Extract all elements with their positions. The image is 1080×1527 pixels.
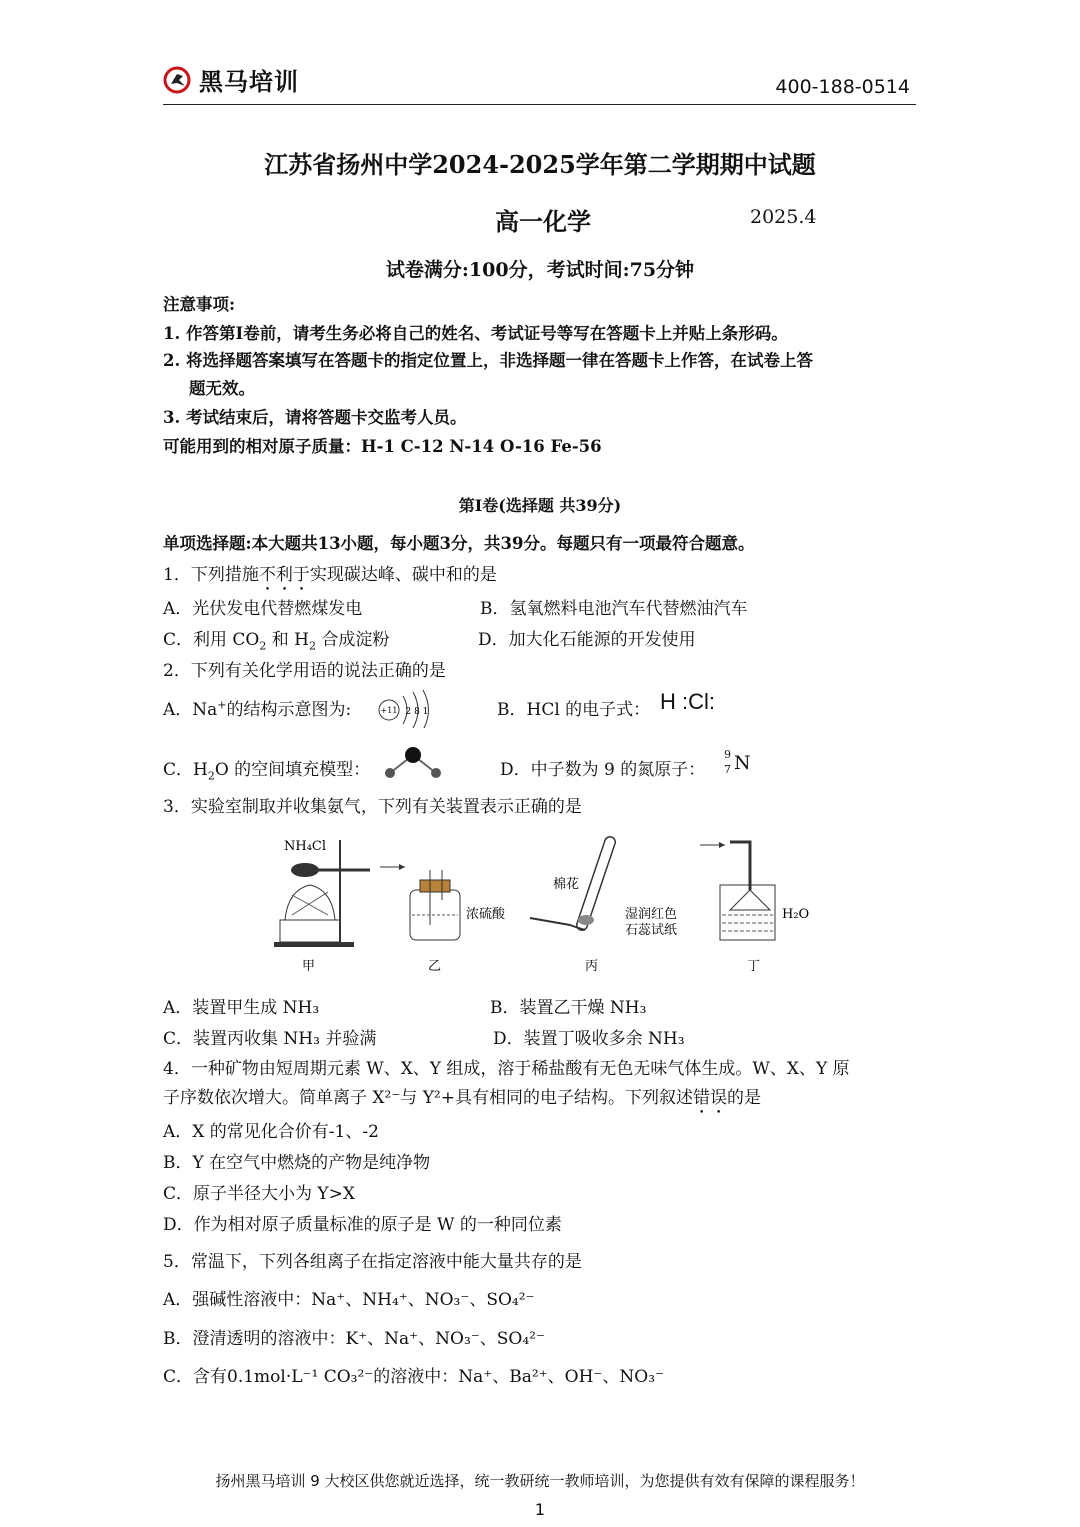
exam-date: 2025.4 — [750, 206, 817, 228]
brand-name: 黑马培训 — [199, 68, 299, 96]
q5-option-c: C．含有0.1mol·L⁻¹ CO₃²⁻的溶液中：Na⁺、Ba²⁺、OH⁻、NO₃⁻ — [163, 1367, 665, 1387]
score-time-line: 试卷满分:100分，考试时间:75分钟 — [385, 259, 695, 281]
notice-item: 3. 考试结束后，请将答题卡交监考人员。 — [163, 408, 467, 427]
q3-option-b: B．装置乙干燥 NH₃ — [490, 998, 647, 1018]
q4-stem-line1: 4．一种矿物由短周期元素 W、X、Y 组成，溶于稀盐酸有无色无味气体生成。W、X、Y 原 — [163, 1059, 850, 1079]
notice-heading: 注意事项: — [163, 295, 236, 314]
nitrogen-isotope: 9 7 N — [724, 748, 751, 776]
label-bing: 丙 — [585, 959, 599, 974]
hcl-electron-formula: H :Cl: — [660, 689, 716, 714]
cotton-label: 棉花 — [553, 877, 580, 892]
q4-option-d: D．作为相对原子质量标准的原子是 W 的一种同位素 — [163, 1215, 562, 1235]
q4-option-c: C．原子半径大小为 Y>X — [163, 1184, 355, 1204]
litmus-label-1: 湿润红色 — [625, 907, 678, 922]
emphasis-text: 错误 — [692, 1088, 727, 1108]
water-space-filling-model — [382, 743, 444, 781]
hotline-phone: 400-188-0514 — [775, 76, 910, 98]
label-jia: 甲 — [302, 959, 316, 974]
label-ding: 丁 — [747, 959, 761, 974]
apparatus-yi — [410, 870, 506, 940]
header-divider — [163, 104, 916, 105]
litmus-label-2: 石蕊试纸 — [625, 923, 678, 938]
q1-option-c: C．利用 $CO_2$ 和 $H_2$ 合成淀粉 — [163, 630, 390, 653]
nh4cl-label: NH₄Cl — [284, 839, 327, 854]
water-label: H₂O — [782, 907, 810, 922]
notice-item: 2. 将选择题答案填写在答题卡的指定位置上，非选择题一律在答题卡上作答，在试卷上答 — [163, 351, 813, 370]
footer-promo: 扬州黑马培训 9 大校区供您就近选择，统一教研统一教师培训，为您提供有效有保障的课程服务！ — [215, 1472, 865, 1490]
na-ion-structure-diagram — [375, 688, 437, 728]
q1-stem: 1．下列措施不利于实现碳达峰、碳中和的是 — [163, 565, 497, 585]
q1-option-b: B．氢氧燃料电池汽车代替燃油汽车 — [480, 599, 748, 619]
electron-shells-label: 2 8 1 — [405, 707, 429, 717]
q2-option-a: A．Na+的结构示意图为: — [163, 698, 352, 720]
page-number: 1 — [534, 1500, 546, 1519]
nucleus-label: +11 — [380, 706, 398, 715]
q3-option-d: D．装置丁吸收多余 NH₃ — [493, 1029, 685, 1049]
q5-stem: 5．常温下，下列各组离子在指定溶液中能大量共存的是 — [163, 1252, 582, 1272]
q2-option-d: D．中子数为 9 的氮原子： — [500, 760, 706, 780]
apparatus-bing — [530, 842, 677, 938]
q5-option-a: A．强碱性溶液中：Na⁺、NH₄⁺、NO₃⁻、SO₄²⁻ — [163, 1290, 535, 1310]
q3-stem: 3．实验室制取并收集氨气，下列有关装置表示正确的是 — [163, 797, 582, 817]
q3-option-a: A．装置甲生成 NH₃ — [163, 998, 320, 1018]
q2-option-c: C．$H_2O$ 的空间填充模型： — [163, 760, 371, 783]
q1-option-a: A．光伏发电代替燃煤发电 — [163, 599, 363, 619]
atomic-mass-line: 可能用到的相对原子质量：H-1 C-12 N-14 O-16 Fe-56 — [163, 437, 602, 456]
q5-option-b: B．澄清透明的溶液中：K⁺、Na⁺、NO₃⁻、SO₄²⁻ — [163, 1329, 545, 1349]
apparatus-figure — [270, 830, 820, 975]
apparatus-jia — [274, 839, 370, 947]
q4-option-b: B．Y 在空气中燃烧的产物是纯净物 — [163, 1153, 431, 1173]
q3-option-c: C．装置丙收集 NH₃ 并验满 — [163, 1029, 377, 1049]
q1-option-d: D．加大化石能源的开发使用 — [478, 630, 696, 650]
section-instructions: 单项选择题:本大题共13小题，每小题3分，共39分。每题只有一项最符合题意。 — [163, 534, 755, 553]
exam-subject: 高一化学 — [495, 207, 591, 236]
h2so4-label: 浓硫酸 — [466, 907, 506, 922]
label-yi: 乙 — [428, 959, 442, 974]
section-heading: 第I卷(选择题 共39分) — [458, 496, 622, 515]
q2-option-b: B．HCl 的电子式： — [497, 700, 651, 720]
notice-item: 1. 作答第I卷前，请考生务必将自己的姓名、考试证号等写在答题卡上并贴上条形码。 — [163, 324, 788, 343]
q4-option-a: A．X 的常见化合价有-1、-2 — [163, 1122, 379, 1142]
emphasis-text: 不利于 — [258, 565, 310, 585]
notice-item: 题无效。 — [189, 379, 255, 398]
q4-stem-line2: 子序数依次增大。简单离子 X²⁻与 Y²+具有相同的电子结构。下列叙述错误的是 — [163, 1088, 761, 1108]
brand-logo — [163, 62, 299, 97]
q2-stem: 2．下列有关化学用语的说法正确的是 — [163, 661, 446, 681]
horse-logo-icon — [163, 66, 193, 94]
apparatus-ding — [700, 842, 809, 940]
exam-title: 江苏省扬州中学2024-2025学年第二学期期中试题 — [264, 150, 816, 179]
